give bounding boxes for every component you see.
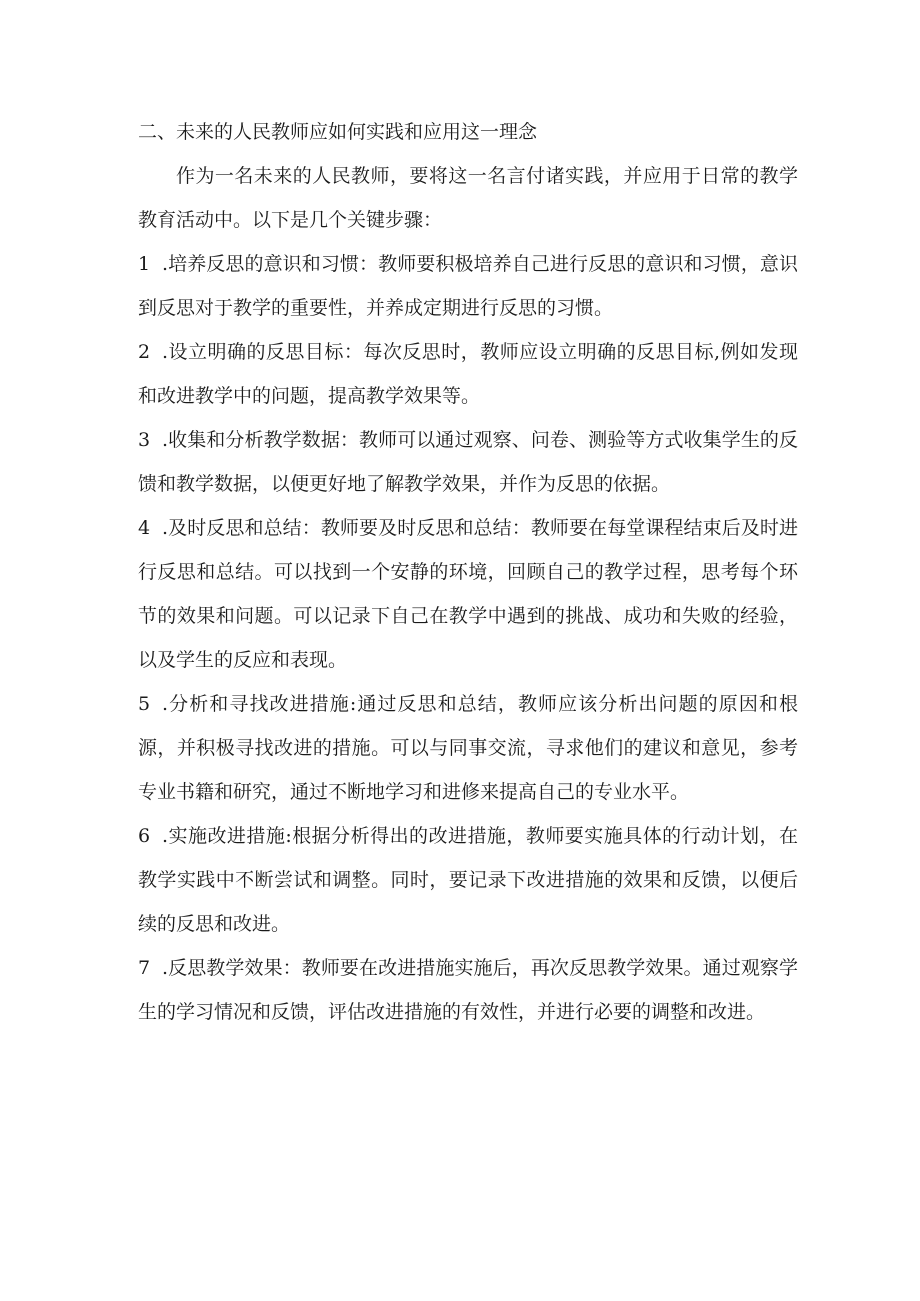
- list-item: [138, 506, 798, 682]
- item-number: 2: [138, 341, 151, 363]
- list-item: [138, 330, 798, 418]
- list-item: [138, 418, 798, 506]
- list-item: [138, 242, 798, 330]
- steps-list: [138, 242, 798, 1034]
- item-number: 5: [138, 693, 151, 715]
- item-number: 7: [138, 957, 151, 979]
- list-item: [138, 814, 798, 946]
- item-text: .及时反思和总结：教师要及时反思和总结：教师要在每堂课程结束后及时进行反思和总结。可以找到一个安静的环境，回顾自己的教学过程，思考每个环节的效果和问题。可以记录下自己在教学中遇到的挑战、成功和失败的经验，以及学生的反应和表现。: [138, 517, 798, 671]
- list-item: [138, 682, 798, 814]
- item-number: 6: [138, 825, 151, 847]
- item-text: .实施改进措施:根据分析得出的改进措施，教师要实施具体的行动计划，在教学实践中不断尝试和调整。同时，要记录下改进措施的效果和反馈，以便后续的反思和改进。: [138, 825, 798, 935]
- item-text: .反思教学效果：教师要在改进措施实施后，再次反思教学效果。通过观察学生的学习情况和反馈，评估改进措施的有效性，并进行必要的调整和改进。: [138, 957, 798, 1023]
- item-number: 4: [138, 517, 151, 539]
- item-text: .设立明确的反思目标：每次反思时，教师应设立明确的反思目标,例如发现和改进教学中的问题，提高教学效果等。: [138, 341, 798, 407]
- document-body: [138, 110, 798, 1034]
- item-number: 1: [138, 253, 151, 275]
- item-text: .培养反思的意识和习惯：教师要积极培养自己进行反思的意识和习惯，意识到反思对于教学的重要性，并养成定期进行反思的习惯。: [138, 253, 798, 319]
- section-heading: 二、未来的人民教师应如何实践和应用这一理念: [138, 121, 538, 143]
- item-text: .收集和分析教学数据：教师可以通过观察、问卷、测验等方式收集学生的反馈和教学数据，以便更好地了解教学效果，并作为反思的依据。: [138, 429, 798, 495]
- item-text: .分析和寻找改进措施:通过反思和总结，教师应该分析出问题的原因和根源，并积极寻找改进的措施。可以与同事交流，寻求他们的建议和意见，参考专业书籍和研究，通过不断地学习和进修来提高自己的专业水平。: [138, 693, 798, 803]
- list-item: [138, 946, 798, 1034]
- intro-paragraph: 作为一名未来的人民教师，要将这一名言付诸实践，并应用于日常的教学教育活动中。以下是几个关键步骤：: [138, 165, 798, 231]
- item-number: 3: [138, 429, 151, 451]
